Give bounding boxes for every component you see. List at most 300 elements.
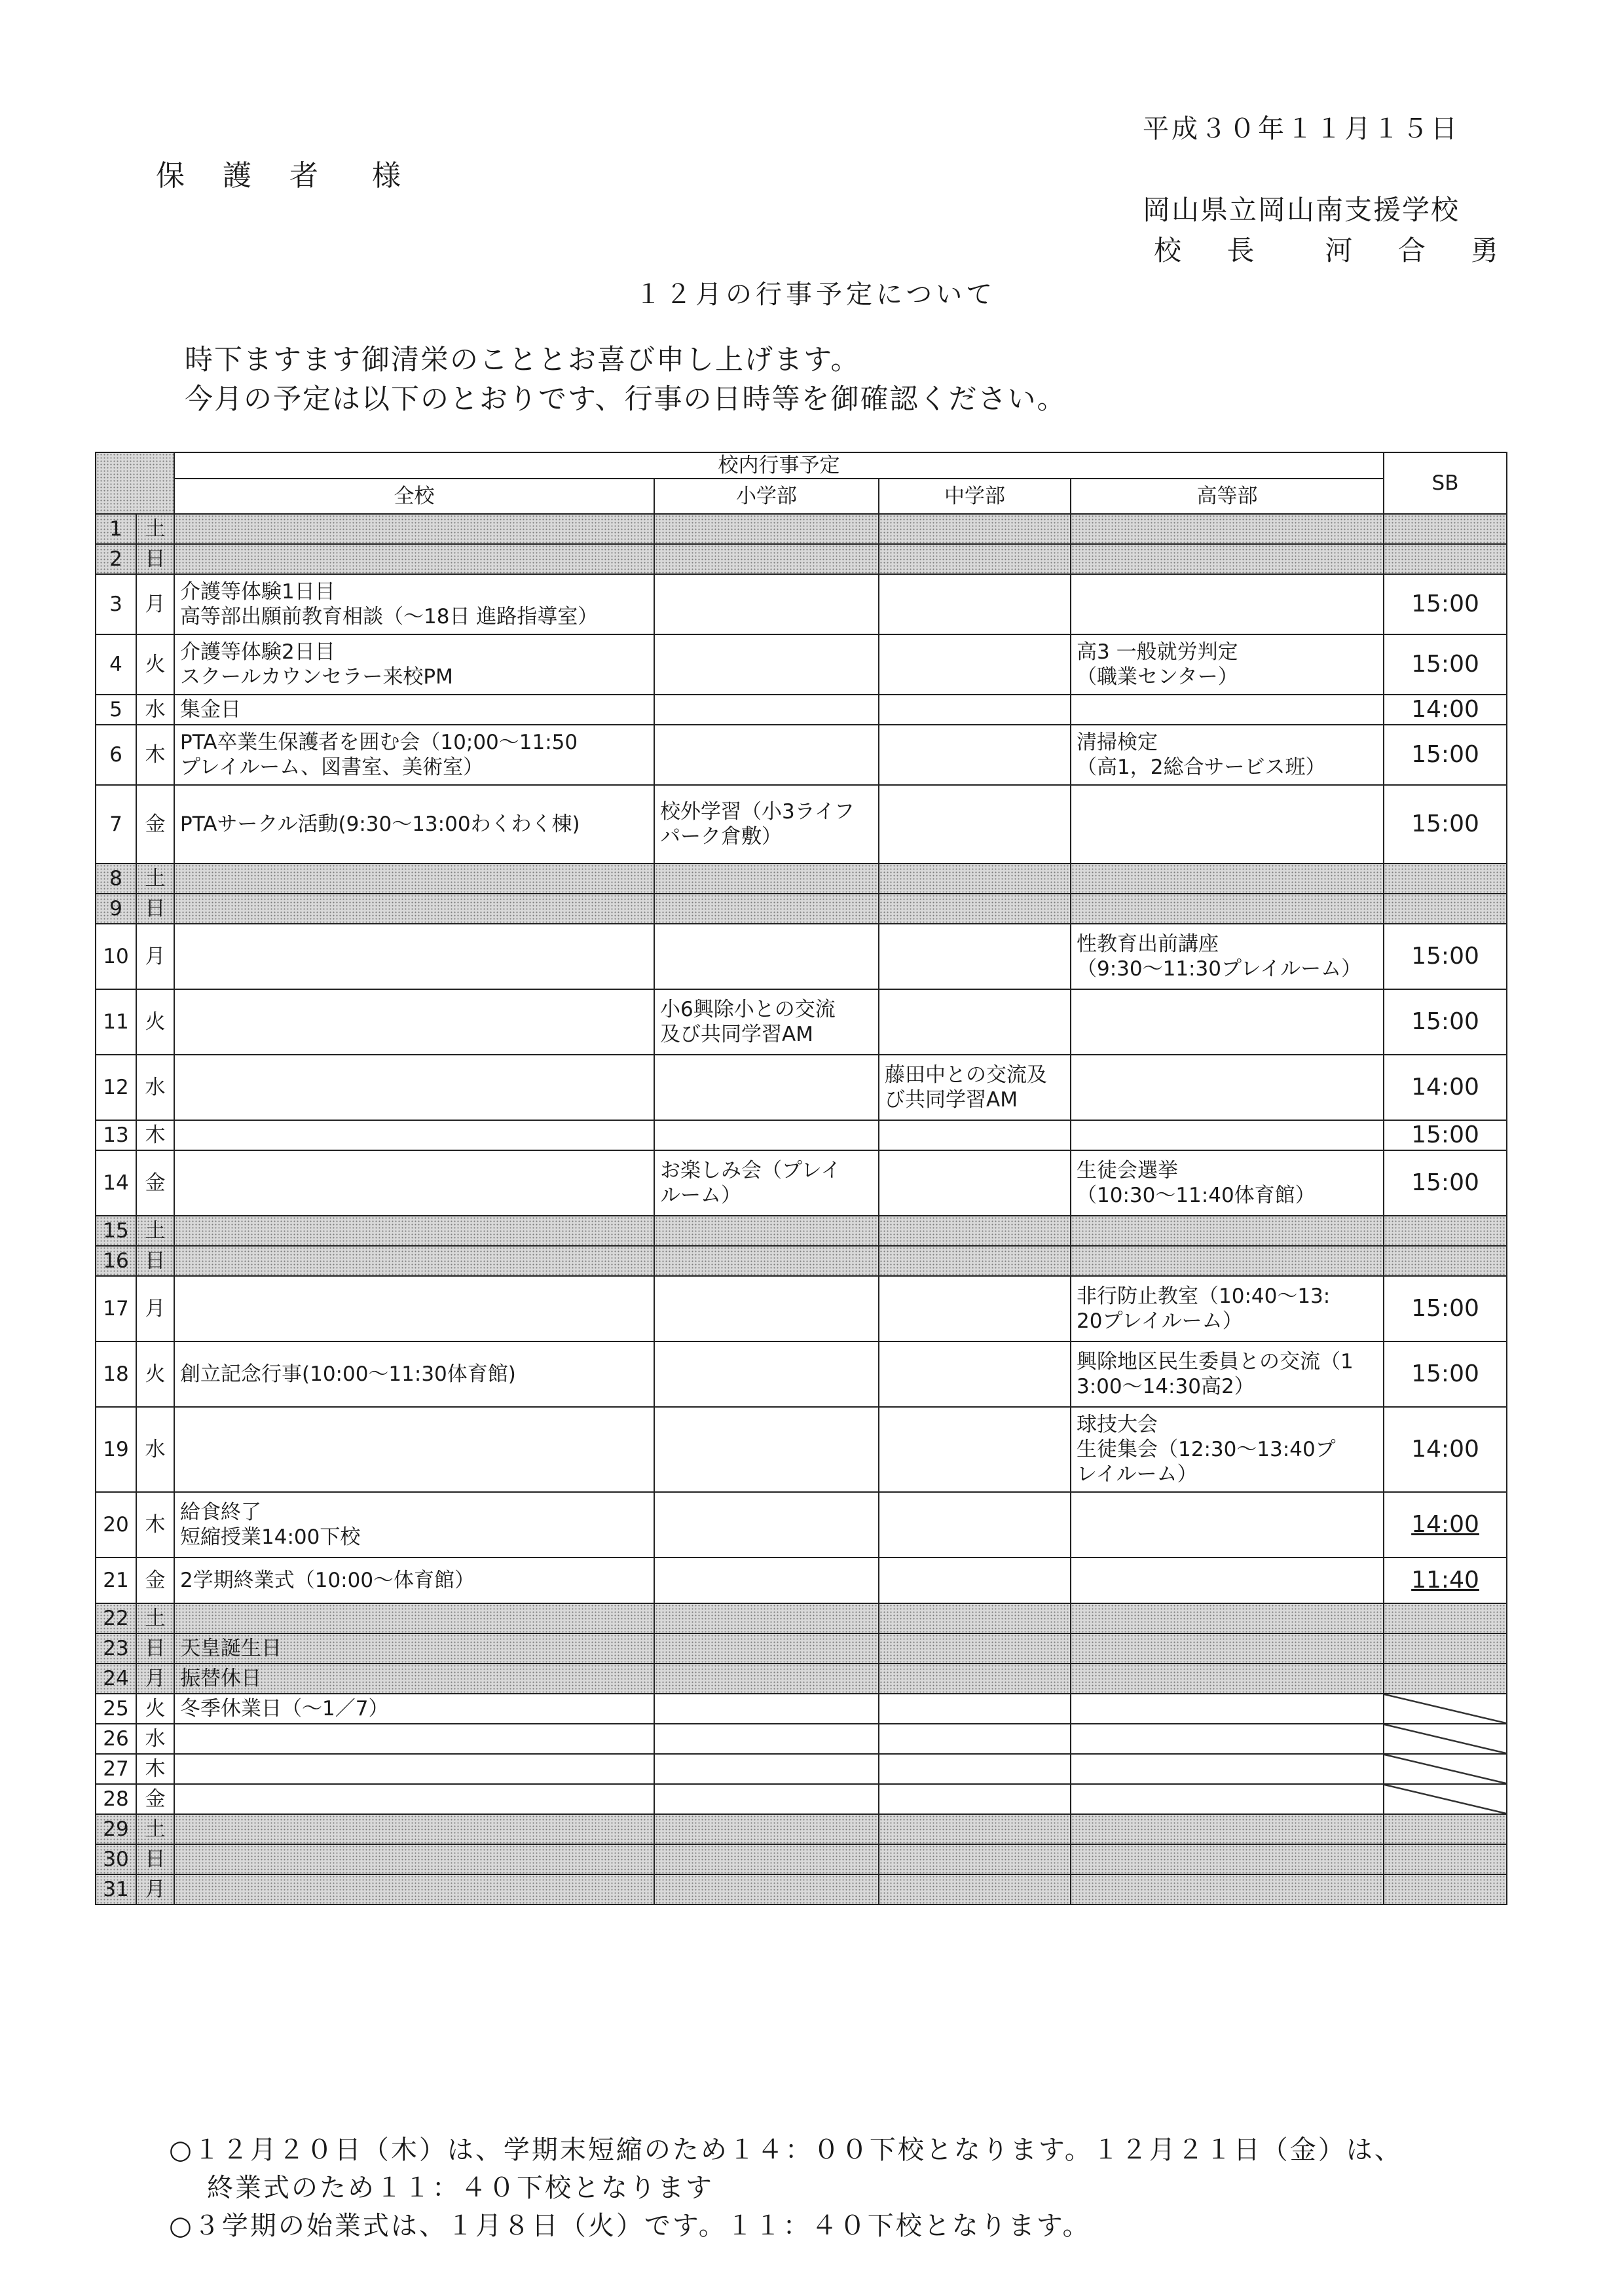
high-school-cell-text: （職業センター） <box>1077 665 1238 689</box>
elementary-cell <box>654 894 879 924</box>
principal-name: 河 合 勇 <box>1325 234 1517 266</box>
addressee-label: 保 護 者 <box>156 159 333 192</box>
note-line: ○１２月２０日（木）は、学期末短縮のため１４：００下校となります。１２月２１日（金）は、 <box>169 2135 1403 2165</box>
weekday-cell-text: 金 <box>145 1569 166 1592</box>
elementary-cell <box>654 544 879 574</box>
all-school-cell <box>174 1874 654 1904</box>
all-school-cell <box>174 1276 654 1341</box>
junior-high-cell <box>879 1784 1071 1814</box>
sb-cell-text: 14:00 <box>1411 1074 1479 1101</box>
high-school-cell-text: 3:00～14:30高2） <box>1077 1375 1255 1398</box>
weekday-cell <box>136 514 174 544</box>
elementary-cell <box>654 1492 879 1558</box>
all-school-cell-text: 天皇誕生日 <box>180 1637 282 1660</box>
document-date: 平成３０年１１月１５日 <box>1143 114 1460 144</box>
all-school-cell <box>174 574 654 634</box>
day-cell-text: 2 <box>109 547 122 571</box>
all-school-cell <box>174 1694 654 1724</box>
note-line: 終業式のため１１：４０下校となります <box>207 2173 714 2203</box>
all-school-cell <box>174 1246 654 1276</box>
greeting-line: 時下ますます御清栄のこととお喜び申し上げます。 <box>185 344 860 376</box>
all-school-cell <box>174 1150 654 1216</box>
all-school-cell <box>174 785 654 864</box>
corner-cell <box>96 452 174 514</box>
elementary-cell <box>654 574 879 634</box>
junior-high-cell <box>879 1120 1071 1150</box>
junior-high-cell <box>879 1633 1071 1664</box>
principal-title: 校 長 <box>1154 234 1273 266</box>
all-school-cell-text: 集金日 <box>180 698 241 721</box>
elementary-cell <box>654 989 879 1055</box>
greeting-line: 今月の予定は以下のとおりです、行事の日時等を御確認ください。 <box>185 383 1067 416</box>
table-row <box>96 1874 1507 1904</box>
elementary-cell <box>654 1844 879 1874</box>
day-cell-text: 24 <box>103 1667 129 1690</box>
schedule-body <box>96 514 1507 1904</box>
table-row <box>96 695 1507 725</box>
weekday-cell <box>136 864 174 894</box>
junior-high-cell <box>879 1246 1071 1276</box>
weekday-cell-text: 月 <box>145 1297 166 1321</box>
elementary-cell <box>654 1724 879 1754</box>
honorific: 様 <box>371 159 415 192</box>
day-cell-text: 13 <box>103 1123 129 1147</box>
sb-cell-text: 14:00 <box>1411 1436 1479 1463</box>
high-school-cell-text: （高1，2総合サービス班） <box>1077 756 1326 779</box>
sb-cell <box>1384 725 1507 785</box>
note-line: ○３学期の始業式は、１月８日（火）です。１１：４０下校となります。 <box>169 2211 1091 2241</box>
high-school-cell <box>1071 1055 1384 1120</box>
table-row <box>96 514 1507 544</box>
day-cell-text: 6 <box>109 743 122 767</box>
table-row <box>96 1216 1507 1246</box>
all-school-cell <box>174 1724 654 1754</box>
addressee <box>156 152 415 194</box>
high-school-cell <box>1071 894 1384 924</box>
high-school-cell <box>1071 1276 1384 1341</box>
weekday-cell <box>136 894 174 924</box>
elementary-cell <box>654 1407 879 1492</box>
all-school-cell <box>174 1055 654 1120</box>
high-school-cell <box>1071 785 1384 864</box>
sb-cell <box>1384 1784 1507 1814</box>
weekday-cell-text: 月 <box>145 592 166 616</box>
high-school-cell <box>1071 1120 1384 1150</box>
day-cell <box>96 1633 136 1664</box>
high-school-cell-text: 非行防止教室（10:40～13: <box>1077 1285 1331 1308</box>
high-school-cell <box>1071 695 1384 725</box>
table-row <box>96 1724 1507 1754</box>
weekday-cell-text: 水 <box>145 1076 166 1099</box>
junior-high-cell <box>879 785 1071 864</box>
junior-high-cell <box>879 1150 1071 1216</box>
all-school-cell <box>174 725 654 785</box>
day-cell-text: 16 <box>103 1249 129 1273</box>
day-cell <box>96 785 136 864</box>
weekday-cell <box>136 1276 174 1341</box>
high-school-cell <box>1071 1664 1384 1694</box>
day-cell-text: 3 <box>109 592 122 616</box>
weekday-cell <box>136 1492 174 1558</box>
high-school-cell <box>1071 725 1384 785</box>
weekday-cell-text: 水 <box>145 1438 166 1461</box>
weekday-cell-text: 日 <box>145 897 166 920</box>
sb-cell-text: 11:40 <box>1411 1567 1479 1594</box>
all-school-cell <box>174 634 654 695</box>
column-header-elementary: 小学部 <box>654 479 879 514</box>
high-school-cell <box>1071 634 1384 695</box>
weekday-cell <box>136 1407 174 1492</box>
high-school-cell <box>1071 1341 1384 1407</box>
weekday-cell-text: 月 <box>145 1667 166 1690</box>
day-cell <box>96 894 136 924</box>
all-school-cell-text: 高等部出願前教育相談（～18日 進路指導室） <box>180 605 599 629</box>
day-cell <box>96 695 136 725</box>
junior-high-cell <box>879 864 1071 894</box>
sb-header: SB <box>1384 452 1507 514</box>
day-cell-text: 15 <box>103 1219 129 1243</box>
sb-cell <box>1384 1150 1507 1216</box>
junior-high-cell-text: 藤田中との交流及 <box>885 1063 1047 1087</box>
elementary-cell <box>654 1055 879 1120</box>
weekday-cell-text: 日 <box>145 547 166 571</box>
elementary-cell <box>654 634 879 695</box>
elementary-cell <box>654 864 879 894</box>
high-school-cell <box>1071 924 1384 989</box>
elementary-cell-text: 小6興除小との交流 <box>660 998 836 1021</box>
high-school-cell <box>1071 1407 1384 1492</box>
high-school-cell <box>1071 1492 1384 1558</box>
day-cell-text: 25 <box>103 1697 129 1721</box>
junior-high-cell <box>879 1558 1071 1603</box>
high-school-cell-text: 高3 一般就労判定 <box>1077 640 1238 664</box>
weekday-cell <box>136 1055 174 1120</box>
day-cell-text: 4 <box>109 653 122 676</box>
day-cell-text: 14 <box>103 1171 129 1195</box>
all-school-cell-text: 振替休日 <box>180 1667 261 1690</box>
sb-cell <box>1384 1844 1507 1874</box>
table-row <box>96 1150 1507 1216</box>
weekday-cell <box>136 1558 174 1603</box>
elementary-cell <box>654 1276 879 1341</box>
greeting <box>185 340 1067 419</box>
day-cell <box>96 1784 136 1814</box>
day-cell <box>96 1120 136 1150</box>
elementary-cell <box>654 1558 879 1603</box>
junior-high-cell <box>879 1724 1071 1754</box>
weekday-cell-text: 火 <box>145 1010 166 1034</box>
column-header-high-school: 高等部 <box>1071 479 1384 514</box>
elementary-cell-text: お楽しみ会（プレイ <box>660 1159 841 1182</box>
all-school-cell-text: 介護等体験2日目 <box>180 640 335 664</box>
sb-cell <box>1384 695 1507 725</box>
weekday-cell-text: 木 <box>145 743 166 767</box>
table-row <box>96 785 1507 864</box>
high-school-cell-text: 20プレイルーム） <box>1077 1309 1243 1333</box>
all-school-cell <box>174 1216 654 1246</box>
high-school-cell-text: 興除地区民生委員との交流（1 <box>1077 1350 1354 1374</box>
all-school-cell <box>174 1664 654 1694</box>
sb-cell-text: 15:00 <box>1411 1169 1479 1196</box>
weekday-cell <box>136 785 174 864</box>
all-school-cell <box>174 924 654 989</box>
table-row <box>96 924 1507 989</box>
day-cell-text: 5 <box>109 698 122 721</box>
junior-high-cell <box>879 1216 1071 1246</box>
notes <box>169 2131 1403 2245</box>
weekday-cell-text: 木 <box>145 1757 166 1781</box>
weekday-cell-text: 金 <box>145 812 166 836</box>
day-cell <box>96 544 136 574</box>
high-school-cell <box>1071 1784 1384 1814</box>
day-cell <box>96 1603 136 1633</box>
day-cell <box>96 1492 136 1558</box>
junior-high-cell <box>879 1055 1071 1120</box>
elementary-cell <box>654 1814 879 1844</box>
weekday-cell <box>136 1814 174 1844</box>
high-school-cell <box>1071 1754 1384 1784</box>
day-cell-text: 8 <box>109 867 122 890</box>
all-school-cell <box>174 1814 654 1844</box>
sb-cell <box>1384 1120 1507 1150</box>
all-school-cell <box>174 894 654 924</box>
elementary-cell <box>654 1664 879 1694</box>
day-cell-text: 31 <box>103 1878 129 1901</box>
day-cell-text: 30 <box>103 1848 129 1871</box>
high-school-cell <box>1071 574 1384 634</box>
sb-cell-text: 15:00 <box>1411 1121 1479 1148</box>
junior-high-cell <box>879 1814 1071 1844</box>
sb-cell <box>1384 1874 1507 1904</box>
junior-high-cell <box>879 574 1071 634</box>
junior-high-cell <box>879 695 1071 725</box>
high-school-cell-text: 清掃検定 <box>1077 731 1158 754</box>
junior-high-cell <box>879 1492 1071 1558</box>
all-school-cell-text: 2学期終業式（10:00～体育館） <box>180 1569 475 1592</box>
elementary-cell <box>654 1633 879 1664</box>
weekday-cell <box>136 1694 174 1724</box>
weekday-cell-text: 火 <box>145 1697 166 1721</box>
elementary-cell <box>654 1874 879 1904</box>
elementary-cell-text: 校外学習（小3ライフ <box>660 800 855 824</box>
weekday-cell <box>136 1844 174 1874</box>
day-cell <box>96 1150 136 1216</box>
weekday-cell <box>136 1784 174 1814</box>
all-school-cell-text: PTAサークル活動(9:30～13:00わくわく棟) <box>180 812 580 836</box>
weekday-cell <box>136 634 174 695</box>
high-school-cell-text: （10:30～11:40体育館） <box>1077 1184 1316 1207</box>
sb-cell <box>1384 894 1507 924</box>
day-cell <box>96 1664 136 1694</box>
all-school-cell-text: スクールカウンセラー来校PM <box>180 665 453 689</box>
high-school-cell-text: 生徒会選挙 <box>1077 1159 1178 1182</box>
day-cell-text: 19 <box>103 1438 129 1461</box>
elementary-cell <box>654 1341 879 1407</box>
all-school-cell <box>174 695 654 725</box>
high-school-cell-text: （9:30～11:30プレイルーム） <box>1077 957 1362 981</box>
school-name: 岡山県立岡山南支援学校 <box>1143 194 1460 226</box>
weekday-cell <box>136 544 174 574</box>
junior-high-cell-text: び共同学習AM <box>885 1088 1018 1112</box>
weekday-cell-text: 金 <box>145 1171 166 1195</box>
day-cell-text: 21 <box>103 1569 129 1592</box>
sb-cell-text: 15:00 <box>1411 1295 1479 1322</box>
high-school-cell-text: 性教育出前講座 <box>1077 932 1219 956</box>
all-school-cell <box>174 514 654 544</box>
day-cell <box>96 1341 136 1407</box>
day-cell-text: 20 <box>103 1513 129 1537</box>
sb-cell <box>1384 544 1507 574</box>
high-school-cell <box>1071 1246 1384 1276</box>
sb-cell <box>1384 1754 1507 1784</box>
table-row <box>96 1664 1507 1694</box>
high-school-cell <box>1071 1814 1384 1844</box>
high-school-cell <box>1071 989 1384 1055</box>
weekday-cell-text: 木 <box>145 1123 166 1147</box>
high-school-cell <box>1071 1874 1384 1904</box>
all-school-cell <box>174 1603 654 1633</box>
table-row <box>96 1694 1507 1724</box>
weekday-cell <box>136 989 174 1055</box>
junior-high-cell <box>879 1664 1071 1694</box>
day-cell-text: 11 <box>103 1010 129 1034</box>
all-school-cell-text: 介護等体験1日目 <box>180 580 335 604</box>
high-school-cell <box>1071 1724 1384 1754</box>
sb-cell <box>1384 989 1507 1055</box>
junior-high-cell <box>879 634 1071 695</box>
table-row <box>96 1276 1507 1341</box>
day-cell-text: 17 <box>103 1297 129 1321</box>
weekday-cell <box>136 695 174 725</box>
table-row <box>96 574 1507 634</box>
day-cell-text: 23 <box>103 1637 129 1660</box>
junior-high-cell <box>879 1874 1071 1904</box>
elementary-cell-text: ルーム） <box>660 1184 741 1207</box>
all-school-cell-text: PTA卒業生保護者を囲む会（10;00～11:50 <box>180 731 578 754</box>
day-cell-text: 29 <box>103 1817 129 1841</box>
day-cell <box>96 1216 136 1246</box>
table-row <box>96 1341 1507 1407</box>
junior-high-cell <box>879 544 1071 574</box>
high-school-cell <box>1071 1633 1384 1664</box>
weekday-cell-text: 月 <box>145 945 166 968</box>
sb-cell <box>1384 1664 1507 1694</box>
weekday-cell <box>136 1341 174 1407</box>
elementary-cell-text: 及び共同学習AM <box>660 1023 813 1046</box>
weekday-cell <box>136 1150 174 1216</box>
all-school-cell <box>174 1633 654 1664</box>
day-cell-text: 10 <box>103 945 129 968</box>
all-school-cell-text: 短縮授業14:00下校 <box>180 1525 361 1549</box>
sb-cell <box>1384 924 1507 989</box>
high-school-cell <box>1071 1844 1384 1874</box>
high-school-cell <box>1071 544 1384 574</box>
table-row <box>96 1844 1507 1874</box>
weekday-cell-text: 日 <box>145 1637 166 1660</box>
elementary-cell <box>654 1120 879 1150</box>
elementary-cell <box>654 1246 879 1276</box>
column-header-junior-high: 中学部 <box>879 479 1071 514</box>
sb-cell-text: 15:00 <box>1411 741 1479 768</box>
weekday-cell-text: 土 <box>145 1817 166 1841</box>
table-row <box>96 864 1507 894</box>
high-school-cell <box>1071 1558 1384 1603</box>
weekday-cell-text: 火 <box>145 1362 166 1386</box>
table-row <box>96 1603 1507 1633</box>
principal <box>1154 229 1517 268</box>
weekday-cell-text: 土 <box>145 1219 166 1243</box>
junior-high-cell <box>879 514 1071 544</box>
table-row <box>96 1120 1507 1150</box>
day-cell <box>96 1407 136 1492</box>
elementary-cell <box>654 695 879 725</box>
high-school-cell-text: 球技大会 <box>1077 1413 1158 1436</box>
day-cell-text: 1 <box>109 517 122 541</box>
day-cell <box>96 514 136 544</box>
sb-cell-text: 15:00 <box>1411 591 1479 617</box>
junior-high-cell <box>879 989 1071 1055</box>
table-row <box>96 1055 1507 1120</box>
weekday-cell-text: 土 <box>145 1607 166 1630</box>
sb-cell-text: 15:00 <box>1411 651 1479 678</box>
sb-cell <box>1384 1492 1507 1558</box>
day-cell-text: 27 <box>103 1757 129 1781</box>
sb-cell <box>1384 1633 1507 1664</box>
all-school-cell <box>174 1558 654 1603</box>
day-cell <box>96 989 136 1055</box>
table-row <box>96 634 1507 695</box>
elementary-cell <box>654 514 879 544</box>
sb-cell <box>1384 574 1507 634</box>
junior-high-cell <box>879 1341 1071 1407</box>
day-cell <box>96 1558 136 1603</box>
sb-cell <box>1384 1814 1507 1844</box>
elementary-cell <box>654 1754 879 1784</box>
all-school-cell <box>174 1407 654 1492</box>
all-school-cell <box>174 1341 654 1407</box>
sb-cell-text: 14:00 <box>1411 696 1479 723</box>
elementary-cell-text: パーク倉敷） <box>660 825 782 848</box>
column-header-all: 全校 <box>174 479 654 514</box>
high-school-cell <box>1071 1694 1384 1724</box>
sb-cell-text: 15:00 <box>1411 811 1479 837</box>
sb-cell <box>1384 864 1507 894</box>
day-cell <box>96 725 136 785</box>
high-school-cell <box>1071 514 1384 544</box>
elementary-cell <box>654 1603 879 1633</box>
weekday-cell <box>136 725 174 785</box>
all-school-cell <box>174 1492 654 1558</box>
weekday-cell <box>136 1246 174 1276</box>
day-cell-text: 26 <box>103 1727 129 1751</box>
weekday-cell <box>136 1603 174 1633</box>
day-cell <box>96 634 136 695</box>
day-cell-text: 28 <box>103 1787 129 1811</box>
junior-high-cell <box>879 1844 1071 1874</box>
all-school-cell-text: プレイルーム、図書室、美術室） <box>180 756 484 779</box>
sb-cell <box>1384 514 1507 544</box>
day-cell-text: 22 <box>103 1607 129 1630</box>
day-cell <box>96 1874 136 1904</box>
sb-cell <box>1384 1055 1507 1120</box>
sb-cell <box>1384 634 1507 695</box>
sb-cell-text: 15:00 <box>1411 1008 1479 1035</box>
high-school-cell-text: レイルーム） <box>1077 1463 1198 1486</box>
day-cell <box>96 1694 136 1724</box>
weekday-cell <box>136 1633 174 1664</box>
weekday-cell <box>136 574 174 634</box>
high-school-cell-text: 生徒集会（12:30～13:40プ <box>1077 1438 1336 1461</box>
